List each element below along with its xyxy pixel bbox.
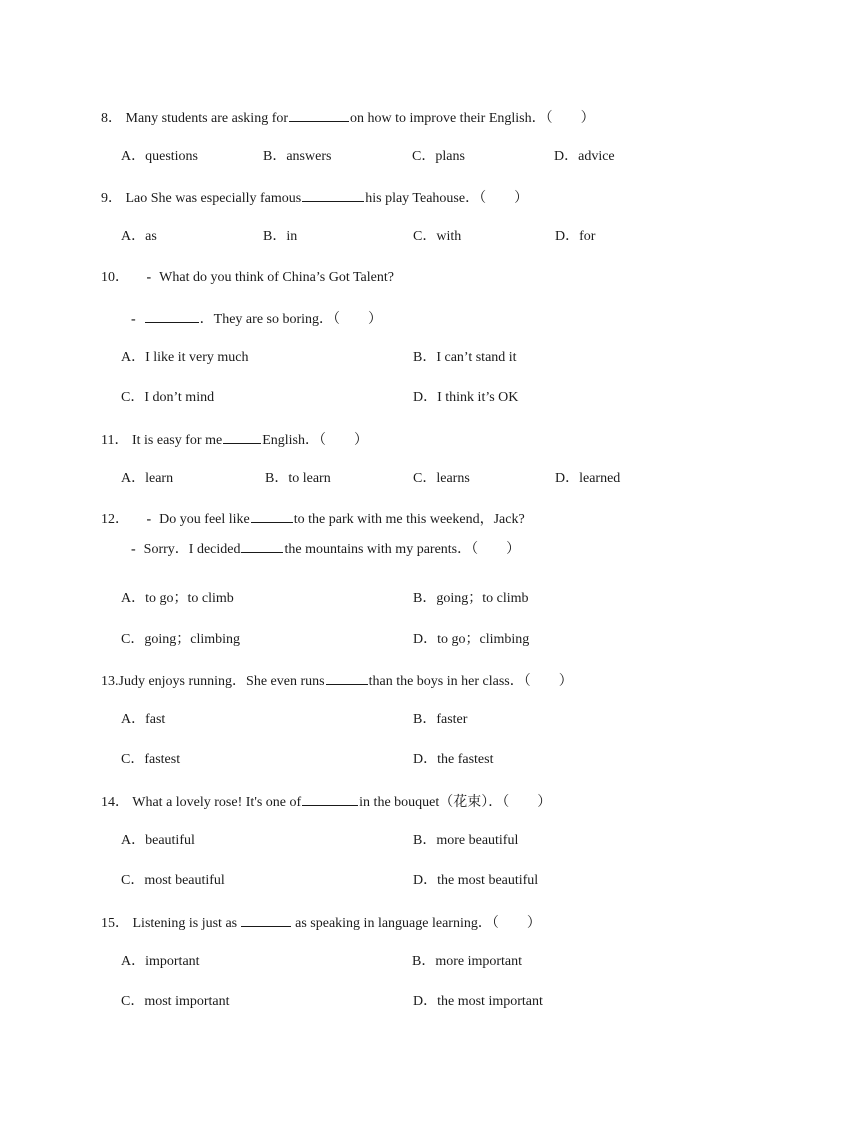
- question-number: 11．: [101, 433, 129, 448]
- question-text: Listening is just as: [132, 916, 238, 931]
- option-a[interactable]: A．to go；to climb: [121, 591, 234, 606]
- option-b[interactable]: B．to learn: [265, 471, 331, 486]
- question-text: on how to improve their English．（ ）: [350, 111, 595, 126]
- question-text: What a lovely rose! It's one of: [132, 795, 302, 810]
- option-d[interactable]: D．for: [555, 229, 596, 244]
- answer-blank[interactable]: [302, 188, 364, 202]
- option-d[interactable]: D．the most beautiful: [413, 873, 539, 888]
- question-text: Do you feel like: [159, 512, 250, 527]
- question-13: [101, 671, 573, 691]
- option-a[interactable]: A．beautiful: [121, 833, 195, 848]
- option-d[interactable]: D．the fastest: [413, 752, 494, 767]
- dialogue-dash: -: [146, 270, 152, 285]
- question-text: his play Teahouse．（ ）: [365, 191, 529, 206]
- question-14: [101, 792, 551, 812]
- option-d[interactable]: D．advice: [554, 149, 615, 164]
- option-c[interactable]: C．fastest: [121, 752, 181, 767]
- question-text: in the bouquet（花束）．（ ）: [359, 795, 552, 810]
- question-text: to the park with me this weekend，Jack?: [293, 512, 525, 527]
- dialogue-dash: -: [146, 512, 152, 527]
- question-11: [101, 430, 368, 450]
- option-b[interactable]: B．more important: [412, 954, 523, 969]
- option-b[interactable]: B．in: [263, 229, 298, 244]
- question-10-reply: [131, 309, 382, 329]
- option-b[interactable]: B．I can’t stand it: [413, 350, 517, 365]
- answer-blank[interactable]: [223, 430, 261, 444]
- dialogue-dash: -: [131, 542, 136, 557]
- answer-blank[interactable]: [326, 671, 368, 685]
- option-b[interactable]: B．faster: [413, 712, 468, 727]
- option-a[interactable]: A．learn: [121, 471, 174, 486]
- question-number: 8．: [101, 111, 122, 126]
- option-d[interactable]: D．I think it’s OK: [413, 390, 519, 405]
- question-text: the mountains with my parents．（ ）: [284, 542, 521, 557]
- question-number: 15．: [101, 916, 129, 931]
- question-12: [101, 509, 525, 529]
- question-10: [101, 269, 394, 287]
- option-d[interactable]: D．to go；climbing: [413, 632, 530, 647]
- option-c[interactable]: C．most important: [121, 994, 230, 1009]
- option-c[interactable]: C．I don’t mind: [121, 390, 215, 405]
- answer-blank[interactable]: [241, 539, 283, 553]
- question-number: 10．: [101, 270, 129, 285]
- question-text: What do you think of China’s Got Talent?: [159, 270, 394, 285]
- question-8: [101, 108, 595, 128]
- question-text: Many students are asking for: [125, 111, 289, 126]
- option-c[interactable]: C．plans: [412, 149, 465, 164]
- option-c[interactable]: C．with: [413, 229, 462, 244]
- question-text: It is easy for me: [131, 433, 223, 448]
- answer-blank[interactable]: [251, 509, 293, 523]
- question-text: Judy enjoys running．She even runs: [118, 674, 325, 689]
- option-c[interactable]: C．most beautiful: [121, 873, 225, 888]
- question-number: 12．: [101, 512, 129, 527]
- question-number: 14．: [101, 795, 129, 810]
- question-number: 9．: [101, 191, 122, 206]
- answer-blank[interactable]: [241, 913, 291, 927]
- option-b[interactable]: B．more beautiful: [413, 833, 519, 848]
- question-9: [101, 188, 528, 208]
- question-text: Lao She was especially famous: [125, 191, 302, 206]
- question-text: as speaking in language learning．（ ）: [295, 916, 541, 931]
- option-b[interactable]: B．going；to climb: [413, 591, 529, 606]
- answer-blank[interactable]: [289, 108, 349, 122]
- question-12-reply: [131, 539, 520, 559]
- option-c[interactable]: C．learns: [413, 471, 470, 486]
- question-text: ．They are so boring．（ ）: [199, 312, 383, 327]
- option-a[interactable]: A．fast: [121, 712, 166, 727]
- option-d[interactable]: D．the most important: [413, 994, 543, 1009]
- option-c[interactable]: C．going；climbing: [121, 632, 240, 647]
- answer-blank[interactable]: [145, 309, 199, 323]
- question-text: than the boys in her class．（ ）: [368, 674, 573, 689]
- question-text: English．（ ）: [262, 433, 368, 448]
- option-a[interactable]: A．important: [121, 954, 200, 969]
- question-number: 13.: [101, 674, 119, 689]
- option-d[interactable]: D．learned: [555, 471, 621, 486]
- question-15: [101, 913, 541, 933]
- option-a[interactable]: A．questions: [121, 149, 198, 164]
- option-a[interactable]: A．as: [121, 229, 157, 244]
- dialogue-dash: -: [131, 312, 136, 327]
- question-text: Sorry．I decided: [143, 542, 241, 557]
- option-a[interactable]: A．I like it very much: [121, 350, 249, 365]
- answer-blank[interactable]: [302, 792, 358, 806]
- option-b[interactable]: B．answers: [263, 149, 332, 164]
